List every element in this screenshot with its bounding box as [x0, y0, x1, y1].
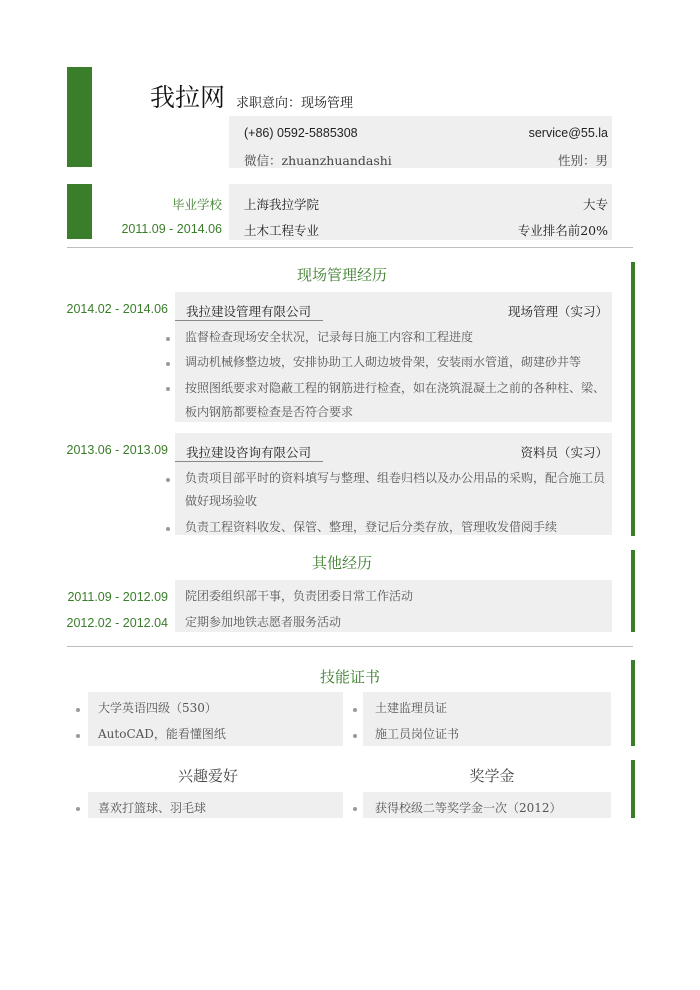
job-1-bullet-3: 按照图纸要求对隐蔽工程的钢筋进行检查，如在浇筑混凝土之前的各种柱、梁、: [185, 381, 606, 395]
hobbies-section-title: 兴趣爱好: [177, 767, 238, 785]
education-accent-bar: [67, 184, 92, 239]
skill-right-2: 施工员岗位证书: [375, 727, 460, 741]
phone-number: (+86) 0592-5885308: [244, 126, 358, 140]
job-2-bullet-1-cont: 做好现场验收: [185, 494, 258, 508]
class-rank: 专业排名前20%: [517, 223, 608, 238]
bullet-icon: [166, 362, 170, 366]
job-1-role: 现场管理（实习）: [507, 304, 608, 319]
bullet-icon: [76, 708, 80, 712]
bullet-icon: [76, 734, 80, 738]
header-accent-bar: [67, 67, 92, 167]
other-section-title: 其他经历: [311, 554, 372, 572]
bullet-icon: [353, 734, 357, 738]
bullet-icon: [353, 807, 357, 811]
divider: [67, 247, 633, 248]
bullet-icon: [76, 807, 80, 811]
bullet-icon: [166, 387, 170, 391]
degree: 大专: [582, 197, 608, 212]
job-intent: 求职意向：现场管理: [236, 96, 354, 111]
gender: 性别：男: [557, 153, 608, 168]
name-title: 我拉网: [150, 83, 226, 112]
job-1-period: 2014.02 - 2014.06: [66, 302, 168, 316]
other-2-period: 2012.02 - 2012.04: [66, 616, 168, 630]
education-period: 2011.09 - 2014.06: [121, 222, 222, 236]
work-section-title: 现场管理经历: [296, 266, 387, 284]
job-1-bullet-3-cont: 板内钢筋都要检查是否符合要求: [185, 405, 354, 419]
bullet-icon: [166, 337, 170, 341]
job-1-company-underline: [175, 320, 323, 321]
wechat-id: 微信：zhuanzhuandashi: [244, 153, 392, 168]
job-2-bullet-1: 负责项目部平时的资料填写与整理、组卷归档以及办公用品的采购，配合施工员: [185, 471, 606, 485]
school-name: 上海我拉学院: [244, 197, 320, 212]
skills-section-title: 技能证书: [319, 668, 380, 686]
job-2-role: 资料员（实习）: [520, 445, 608, 460]
award-1: 获得校级二等奖学金一次（2012）: [375, 801, 562, 815]
skill-right-1: 土建监理员证: [375, 701, 448, 715]
bullet-icon: [166, 478, 170, 482]
bullet-icon: [353, 708, 357, 712]
email-address: service@55.la: [528, 126, 608, 140]
work-accent-bar: [631, 262, 635, 536]
job-1-company: 我拉建设管理有限公司: [186, 304, 312, 319]
divider: [67, 646, 633, 647]
hobby-1: 喜欢打篮球、羽毛球: [98, 801, 207, 815]
job-2-company-underline: [175, 461, 323, 462]
skill-left-1: 大学英语四级（530）: [98, 701, 217, 715]
major: 土木工程专业: [244, 223, 320, 238]
education-label: 毕业学校: [171, 197, 222, 212]
job-1-bullet-2: 调动机械修整边坡，安排协助工人砌边坡骨架，安装雨水管道，砌建砂井等: [185, 355, 582, 369]
hobbies-accent-bar: [631, 760, 635, 818]
bullet-icon: [166, 527, 170, 531]
other-1-period: 2011.09 - 2012.09: [67, 590, 168, 604]
skill-left-2: AutoCAD，能看懂图纸: [98, 727, 226, 741]
awards-section-title: 奖学金: [469, 767, 515, 785]
job-1-bullet-1: 监督检查现场安全状况，记录每日施工内容和工程进度: [185, 330, 474, 344]
job-2-period: 2013.06 - 2013.09: [66, 443, 168, 457]
other-accent-bar: [631, 550, 635, 632]
skills-accent-bar: [631, 660, 635, 746]
other-2-text: 定期参加地铁志愿者服务活动: [185, 615, 342, 629]
job-2-company: 我拉建设咨询有限公司: [186, 445, 312, 460]
job-2-bullet-2: 负责工程资料收发、保管、整理，登记后分类存放，管理收发借阅手续: [185, 520, 558, 534]
other-1-text: 院团委组织部干事，负责团委日常工作活动: [185, 589, 414, 603]
